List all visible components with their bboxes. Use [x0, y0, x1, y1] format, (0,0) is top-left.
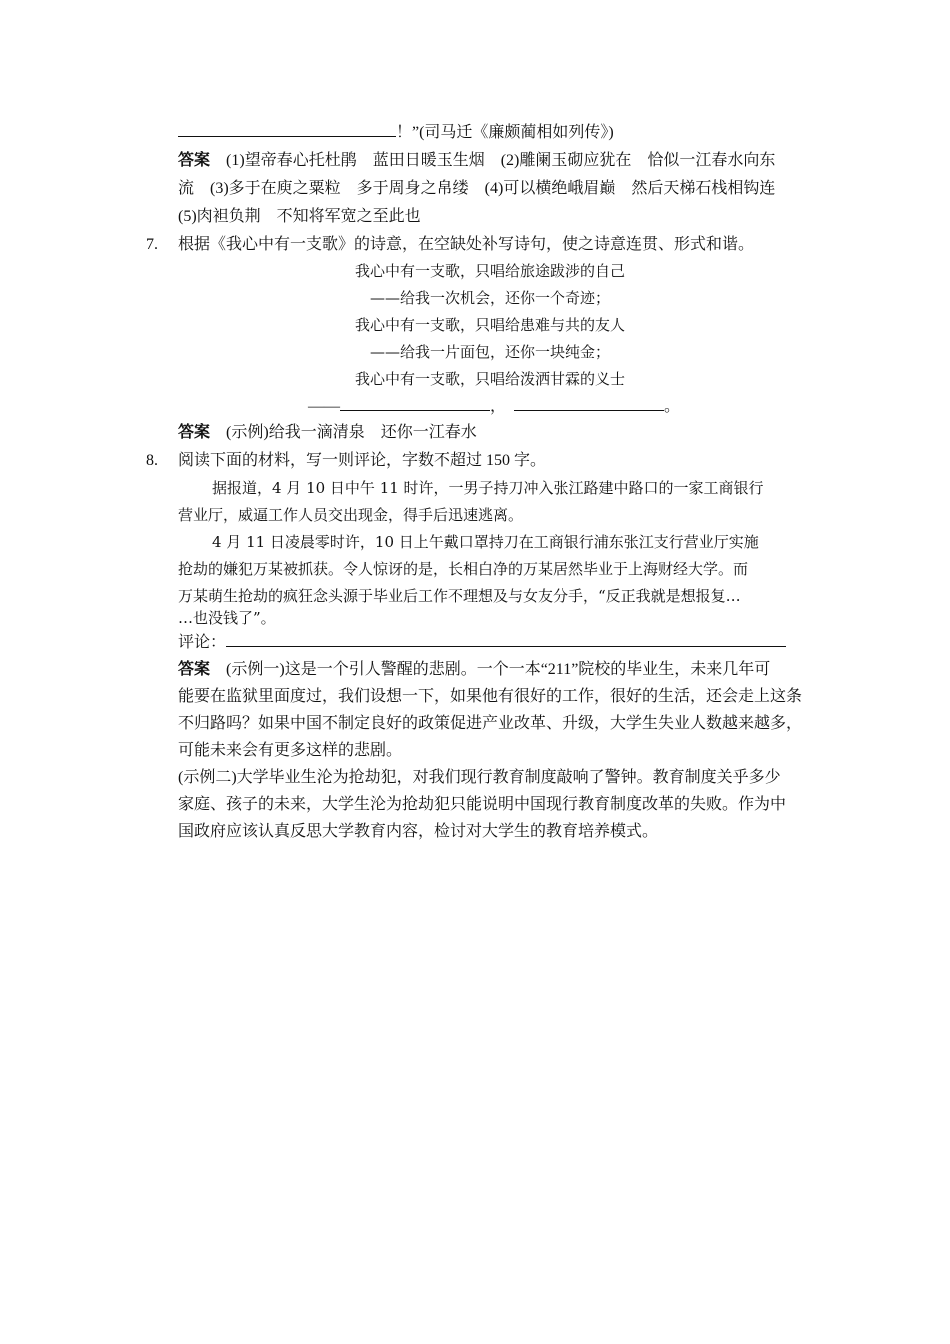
q7-prompt: 根据《我心中有一支歌》的诗意，在空缺处补写诗句，使之诗意连贯、形式和谐。	[178, 236, 755, 253]
material-line-3: 4 月 11 日凌晨零时许，10 日上午戴口罩持刀在工商银行浦东张江支行营业厅实施	[212, 533, 759, 551]
q8-answer-line-1	[178, 657, 770, 683]
material-line-6: …也没钱了”。	[178, 609, 276, 627]
material-line-5: 万某萌生抢劫的疯狂念头源于毕业后工作不理想及与女友分手，“反正我就是想报复…	[178, 587, 741, 605]
q7-number: 7.	[146, 236, 158, 253]
q8-number: 8.	[146, 452, 158, 469]
poem-line-4: ——给我一片面包，还你一块纯金；	[369, 343, 610, 361]
q8-answer-line-3: 不归路吗？如果中国不制定良好的政策促进产业改革、升级，大学生失业人数越来越多，	[178, 715, 803, 732]
material-line-1: 据报道，4 月 10 日中午 11 时许，一男子持刀冲入张江路建中路口的一家工商银行	[212, 479, 764, 497]
poem-line-2: ——给我一次机会，还你一个奇迹；	[369, 289, 610, 307]
q8-answer-line-4: 可能未来会有更多这样的悲剧。	[178, 742, 403, 759]
q6-last-blank-line	[178, 120, 614, 146]
q8-answer-line-6: 家庭、孩子的未来，大学生沦为抢劫犯只能说明中国现行教育制度改革的失败。作为中	[178, 796, 787, 813]
answer-label: 答案	[178, 661, 211, 678]
q6-answer-line-3	[178, 204, 421, 230]
answer-text: 流 (3)多于在庾之粟粒 多于周身之帛缕 (4)可以横绝峨眉巅 然后天梯石栈相钩连	[178, 180, 776, 197]
q8-answer-line-2: 能要在监狱里面度过，我们设想一下，如果他有很好的工作，很好的生活，还会走上这条	[178, 688, 803, 705]
q7-answer	[178, 420, 477, 446]
comment-label: 评论：	[178, 634, 227, 651]
fill-blank[interactable]	[178, 120, 396, 137]
answer-text: (5)肉袒负荆 不知将军宽之至此也	[178, 208, 421, 225]
answer-text: (示例)给我一滴清泉 还你一江春水	[226, 424, 477, 441]
q8-answer-line-5: (示例二)大学毕业生沦为抢劫犯，对我们现行教育制度敲响了警钟。教育制度关乎多少	[178, 769, 781, 786]
comment-blank[interactable]	[226, 630, 786, 647]
answer-label: 答案	[178, 424, 211, 441]
dash: ——	[308, 398, 340, 415]
poem-blank-line	[308, 394, 680, 420]
poem-blank-1[interactable]	[340, 394, 490, 411]
poem-line-5: 我心中有一支歌，只唱给泼洒甘霖的义士	[354, 370, 625, 388]
comma: ，	[490, 398, 507, 415]
answer-label: 答案	[178, 152, 211, 169]
period: 。	[664, 398, 681, 415]
q8-answer-line-7: 国政府应该认真反思大学教育内容，检讨对大学生的教育培养模式。	[178, 823, 659, 840]
poem-line-3: 我心中有一支歌，只唱给患难与共的友人	[354, 316, 625, 334]
quote-source: ！”(司马迁《廉颇蔺相如列传》)	[396, 124, 614, 141]
answer-text: (1)望帝春心托杜鹃 蓝田日暖玉生烟 (2)雕阑玉砌应犹在 恰似一江春水向东	[226, 152, 776, 169]
q6-answer-line-1	[178, 148, 775, 174]
q6-answer-line-2	[178, 176, 775, 202]
material-line-2: 营业厅，威逼工作人员交出现金，得手后迅速逃离。	[178, 506, 524, 524]
answer-text: (示例一)这是一个引人警醒的悲剧。一个一本“211”院校的毕业生，未来几年可	[226, 661, 771, 678]
comment-line	[178, 630, 786, 656]
material-line-4: 抢劫的嫌犯万某被抓获。令人惊讶的是，长相白净的万某居然毕业于上海财经大学。而	[178, 560, 749, 578]
q8-prompt: 阅读下面的材料，写一则评论，字数不超过 150 字。	[178, 452, 547, 469]
poem-blank-2[interactable]	[514, 394, 664, 411]
poem-line-1: 我心中有一支歌，只唱给旅途跋涉的自己	[354, 262, 625, 280]
